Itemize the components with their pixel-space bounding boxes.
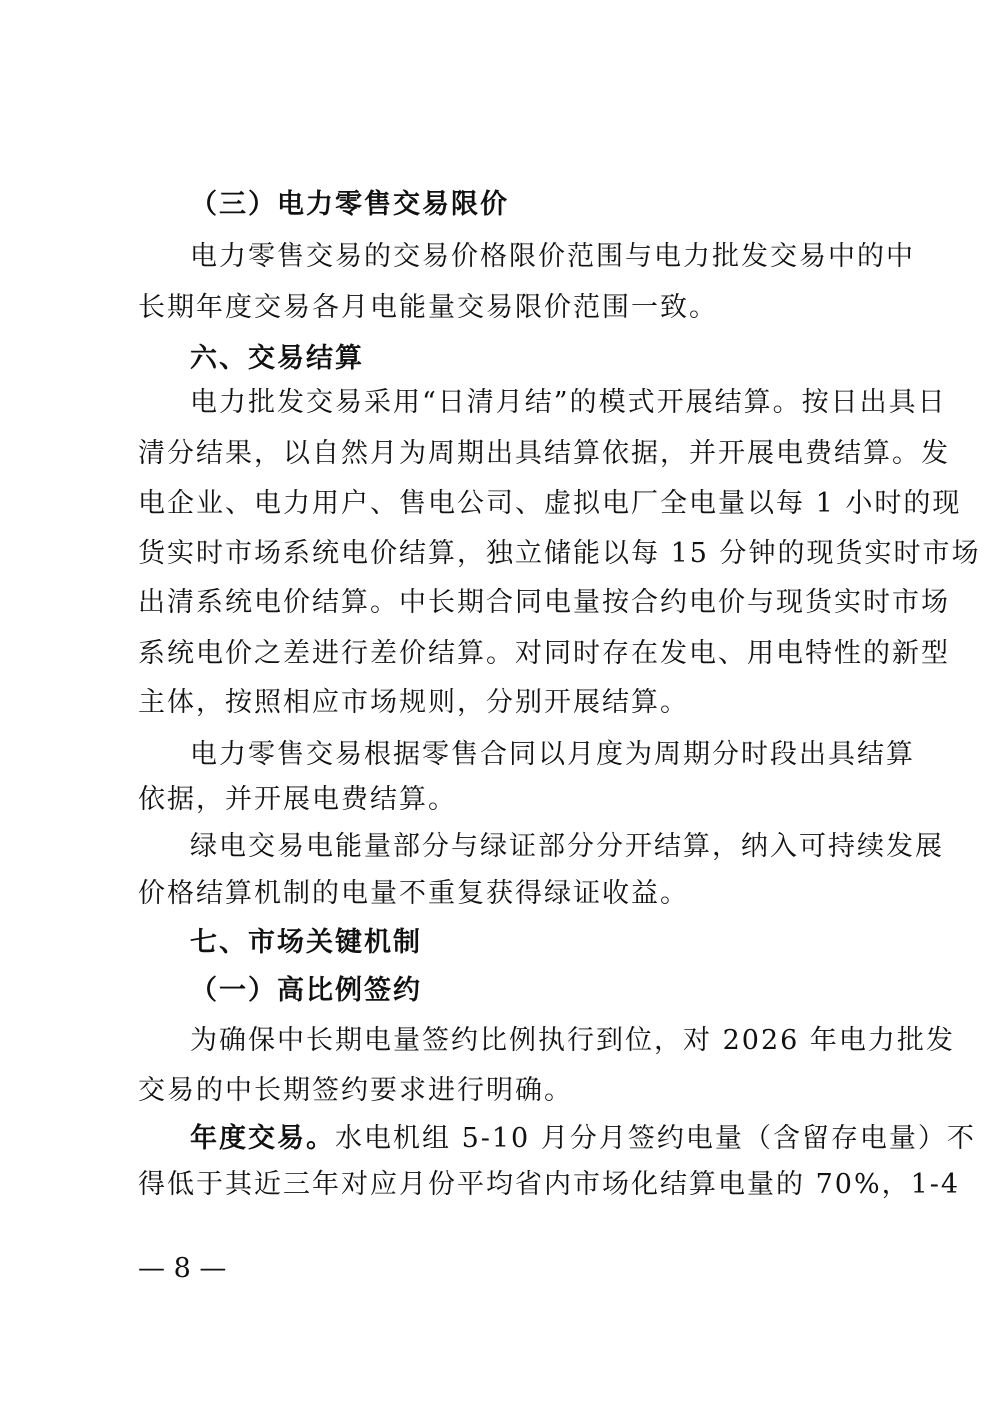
paragraph-line: 为确保中长期电量签约比例执行到位，对 2026 年电力批发 <box>190 1025 955 1056</box>
paragraph-line: 出清系统电价结算。中长期合同电量按合约电价与现货实时市场 <box>138 587 950 618</box>
paragraph-line: 主体，按照相应市场规则，分别开展结算。 <box>138 687 689 718</box>
paragraph-line: 交易的中长期签约要求进行明确。 <box>138 1075 573 1106</box>
paragraph-line: 系统电价之差进行差价结算。对同时存在发电、用电特性的新型 <box>138 638 950 669</box>
paragraph-line-annual-trading <box>190 1121 976 1157</box>
inline-heading-annual-trading: 年度交易。 <box>190 1123 335 1154</box>
paragraph-line: 货实时市场系统电价结算，独立储能以每 15 分钟的现货实时市场 <box>138 538 981 569</box>
page-number: — 8 — <box>138 1253 227 1284</box>
paragraph-line: 电企业、电力用户、售电公司、虚拟电厂全电量以每 1 小时的现 <box>138 488 962 519</box>
paragraph-line: 电力零售交易的交易价格限价范围与电力批发交易中的中 <box>190 241 915 272</box>
paragraph-line: 绿电交易电能量部分与绿证部分分开结算，纳入可持续发展 <box>190 831 944 862</box>
section-heading-retail-price-limit: （三）电力零售交易限价 <box>190 189 509 220</box>
paragraph-text: 水电机组 5-10 月分月签约电量（含留存电量）不 <box>335 1123 976 1154</box>
paragraph-line: 电力零售交易根据零售合同以月度为周期分时段出具结算 <box>190 739 915 770</box>
paragraph-line: 长期年度交易各月电能量交易限价范围一致。 <box>138 292 718 323</box>
paragraph-line: 得低于其近三年对应月份平均省内市场化结算电量的 70%，1-4 <box>138 1169 961 1200</box>
section-heading-key-mechanisms: 七、市场关键机制 <box>190 927 422 958</box>
paragraph-line: 清分结果，以自然月为周期出具结算依据，并开展电费结算。发 <box>138 438 950 469</box>
paragraph-line: 依据，并开展电费结算。 <box>138 784 457 815</box>
paragraph-line: 价格结算机制的电量不重复获得绿证收益。 <box>138 878 689 909</box>
subsection-heading-high-ratio-contracting: （一）高比例签约 <box>190 975 422 1006</box>
section-heading-settlement: 六、交易结算 <box>190 343 364 374</box>
paragraph-line: 电力批发交易采用“日清月结”的模式开展结算。按日出具日 <box>190 387 947 418</box>
